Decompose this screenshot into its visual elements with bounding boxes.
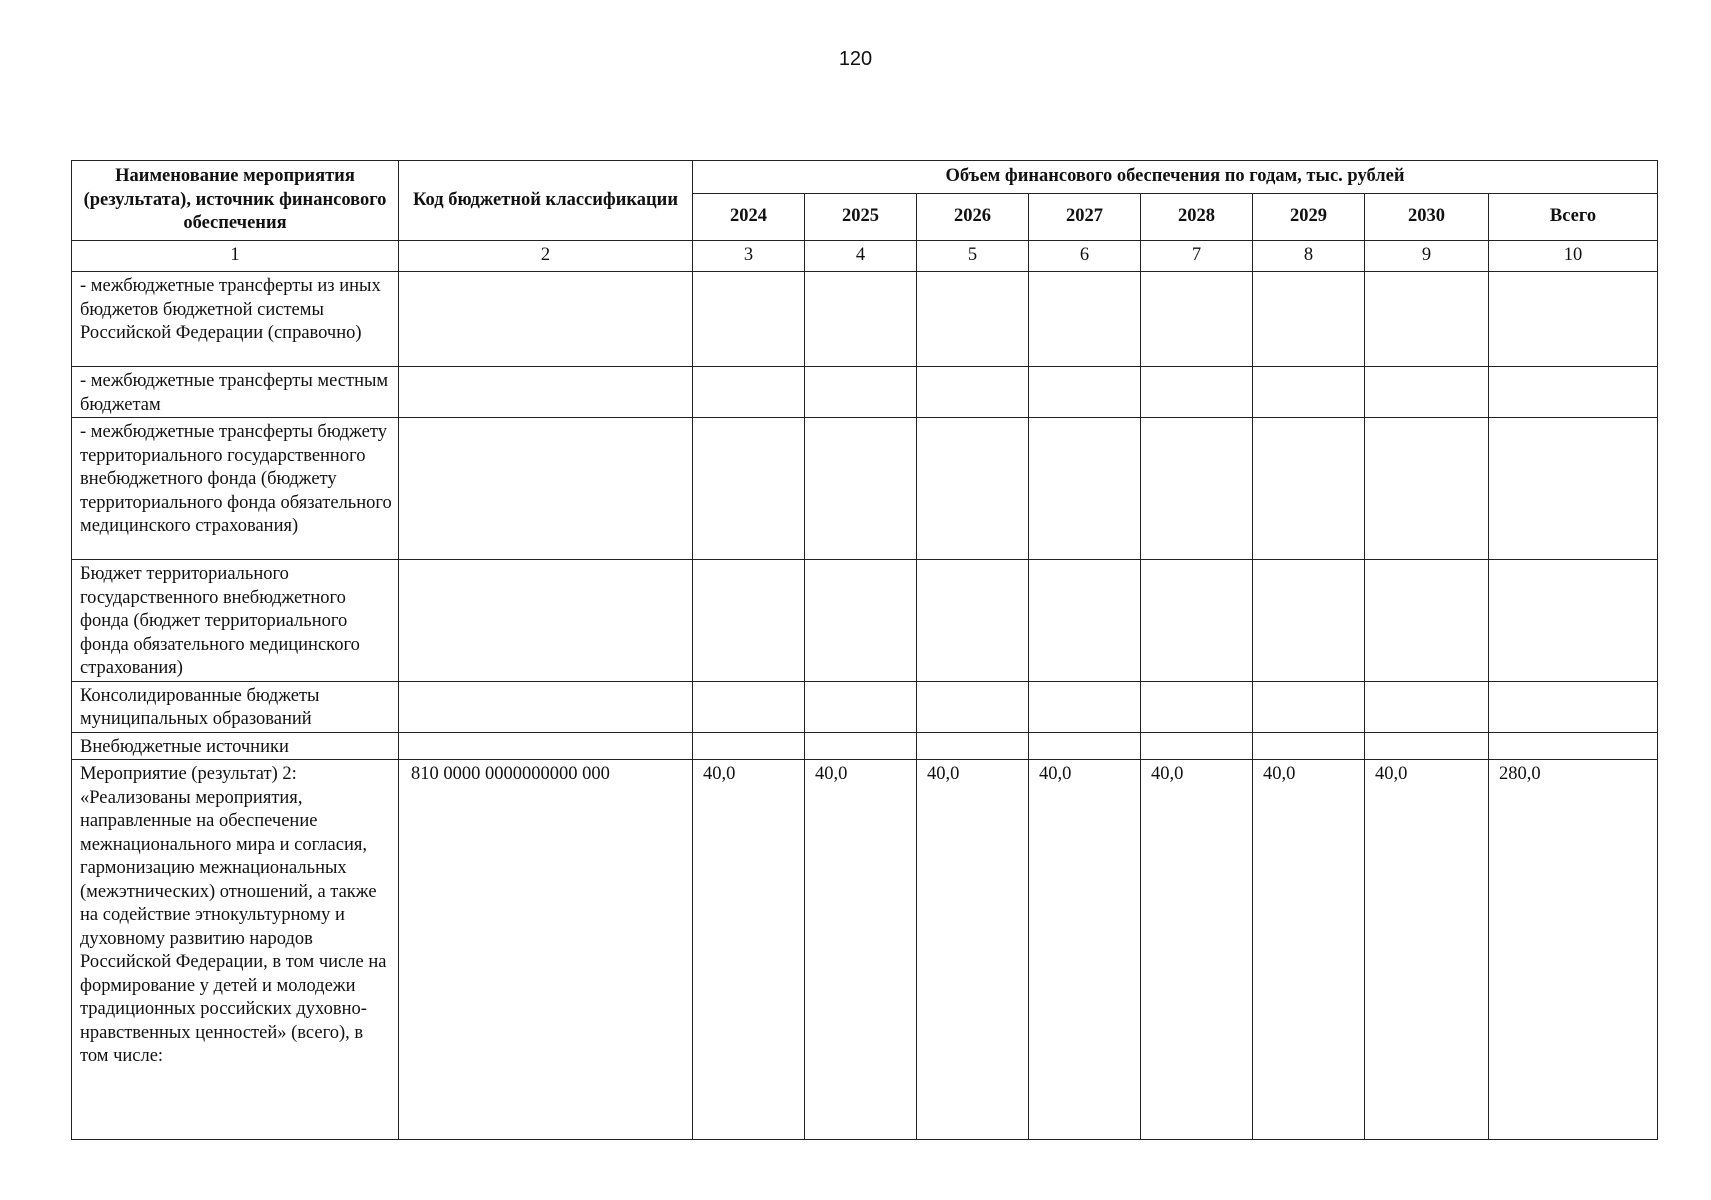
column-number: 7 xyxy=(1141,241,1253,272)
header-year: 2027 xyxy=(1029,194,1141,241)
row-value xyxy=(805,732,917,760)
row-code xyxy=(399,367,693,418)
column-number: 5 xyxy=(917,241,1029,272)
row-value: 40,0 xyxy=(693,760,805,1140)
row-value: 40,0 xyxy=(1141,760,1253,1140)
column-number: 3 xyxy=(693,241,805,272)
row-total xyxy=(1489,367,1658,418)
row-value xyxy=(805,418,917,560)
column-number: 1 xyxy=(72,241,399,272)
header-year: 2024 xyxy=(693,194,805,241)
row-value xyxy=(693,560,805,682)
row-value xyxy=(917,367,1029,418)
row-value xyxy=(1141,681,1253,732)
row-code xyxy=(399,681,693,732)
row-value xyxy=(1253,418,1365,560)
header-code: Код бюджетной классификации xyxy=(399,161,693,241)
page-number: 120 xyxy=(838,48,873,70)
row-value xyxy=(1029,732,1141,760)
row-value xyxy=(1365,418,1489,560)
row-value xyxy=(1253,732,1365,760)
header-year: 2030 xyxy=(1365,194,1489,241)
column-number: 8 xyxy=(1253,241,1365,272)
row-value xyxy=(1253,681,1365,732)
row-code xyxy=(399,560,693,682)
row-value xyxy=(805,367,917,418)
row-value xyxy=(1029,418,1141,560)
row-value xyxy=(1029,367,1141,418)
row-value xyxy=(917,681,1029,732)
header-year: 2025 xyxy=(805,194,917,241)
row-value xyxy=(1029,560,1141,682)
table-row xyxy=(72,560,1658,682)
row-name: - межбюджетные трансферты из иных бюджетов бюджетной системы Российской Федерации (справочно) xyxy=(72,272,399,367)
row-value xyxy=(1253,367,1365,418)
row-value: 40,0 xyxy=(805,760,917,1140)
row-value xyxy=(693,418,805,560)
row-total xyxy=(1489,560,1658,682)
row-value xyxy=(917,560,1029,682)
row-value xyxy=(1253,272,1365,367)
row-code xyxy=(399,418,693,560)
row-total: 280,0 xyxy=(1489,760,1658,1140)
table-row xyxy=(72,732,1658,760)
table-row xyxy=(72,272,1658,367)
row-value xyxy=(1365,560,1489,682)
row-name: Бюджет территориального государственного внебюджетного фонда (бюджет территориального фонда обязательного медицинского страхования) xyxy=(72,560,399,682)
row-value xyxy=(693,732,805,760)
row-code xyxy=(399,732,693,760)
table-row xyxy=(72,418,1658,560)
row-value xyxy=(1141,732,1253,760)
row-value xyxy=(1141,418,1253,560)
row-name: Внебюджетные источники xyxy=(72,732,399,760)
column-number: 6 xyxy=(1029,241,1141,272)
row-value xyxy=(1141,272,1253,367)
row-value xyxy=(805,560,917,682)
column-number: 2 xyxy=(399,241,693,272)
table-row xyxy=(72,760,1658,1140)
row-value xyxy=(1029,681,1141,732)
header-year: 2028 xyxy=(1141,194,1253,241)
header-volume: Объем финансового обеспечения по годам, тыс. рублей xyxy=(693,161,1658,194)
row-total xyxy=(1489,272,1658,367)
row-value xyxy=(1253,560,1365,682)
row-total xyxy=(1489,681,1658,732)
row-value xyxy=(1141,367,1253,418)
table-row xyxy=(72,681,1658,732)
row-value xyxy=(693,367,805,418)
row-value xyxy=(917,732,1029,760)
row-value xyxy=(1365,732,1489,760)
row-total xyxy=(1489,732,1658,760)
row-name: - межбюджетные трансферты местным бюджетам xyxy=(72,367,399,418)
row-name: Консолидированные бюджеты муниципальных образований xyxy=(72,681,399,732)
row-code: 810 0000 0000000000 000 xyxy=(399,760,693,1140)
row-value: 40,0 xyxy=(1253,760,1365,1140)
column-number: 4 xyxy=(805,241,917,272)
row-name: - межбюджетные трансферты бюджету территориального государственного внебюджетного фонда (бюджету территориального фонда обязательного медицинского страхования) xyxy=(72,418,399,560)
table-row xyxy=(72,367,1658,418)
row-value xyxy=(1365,681,1489,732)
row-value xyxy=(1141,560,1253,682)
row-value: 40,0 xyxy=(917,760,1029,1140)
row-value xyxy=(1365,367,1489,418)
row-value xyxy=(805,681,917,732)
row-total xyxy=(1489,418,1658,560)
row-value xyxy=(1029,272,1141,367)
row-value xyxy=(1365,272,1489,367)
header-total: Всего xyxy=(1489,194,1658,241)
column-number: 9 xyxy=(1365,241,1489,272)
header-year: 2026 xyxy=(917,194,1029,241)
row-name: Мероприятие (результат) 2: «Реализованы мероприятия, направленные на обеспечение межнационального мира и согласия, гармонизацию межнациональных (межэтнических) отношений, а также на содействие этнокультурному и духовному развитию народов Российской Федерации, в том числе на формирование у детей и молодежи традиционных российских духовно-нравственных ценностей» (всего), в том числе: xyxy=(72,760,399,1140)
row-code xyxy=(399,272,693,367)
row-value: 40,0 xyxy=(1029,760,1141,1140)
row-value xyxy=(693,681,805,732)
header-year: 2029 xyxy=(1253,194,1365,241)
row-value xyxy=(917,418,1029,560)
row-value: 40,0 xyxy=(1365,760,1489,1140)
row-value xyxy=(917,272,1029,367)
column-number: 10 xyxy=(1489,241,1658,272)
financing-table xyxy=(71,160,1658,1140)
header-name: Наименование мероприятия (результата), источник финансового обеспечения xyxy=(72,161,399,241)
row-value xyxy=(693,272,805,367)
column-numbers-row xyxy=(72,241,1658,272)
row-value xyxy=(805,272,917,367)
